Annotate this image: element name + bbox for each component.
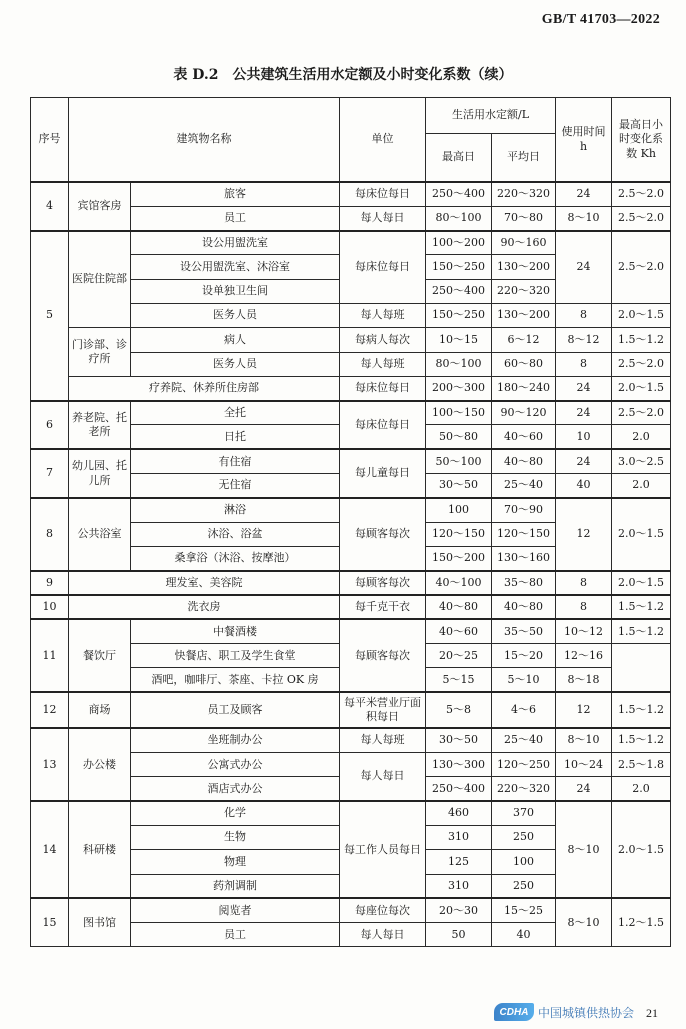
col-max-day: 最高日 (426, 134, 492, 183)
max-cell: 20～25 (426, 644, 492, 668)
building-cell: 养老院、托老所 (69, 401, 131, 450)
kh-cell: 2.0～1.5 (612, 303, 671, 327)
table-row (31, 728, 671, 752)
kh-cell: 1.5～1.2 (612, 595, 671, 619)
building-cell: 图书馆 (69, 898, 131, 947)
item-cell: 医务人员 (131, 303, 340, 327)
kh-cell: 2.0～1.5 (612, 571, 671, 595)
hours-cell: 10 (556, 425, 612, 449)
avg-cell: 120～150 (492, 522, 556, 546)
max-cell: 250～400 (426, 777, 492, 801)
standard-code: GB/T 41703—2022 (541, 12, 660, 27)
kh-cell: 2.5～2.0 (612, 352, 671, 376)
hours-cell: 12 (556, 692, 612, 728)
col-hours: 使用时间 h (556, 98, 612, 183)
avg-cell: 220～320 (492, 777, 556, 801)
kh-cell: 2.5～2.0 (612, 206, 671, 230)
hours-cell: 24 (556, 401, 612, 425)
avg-cell: 15～25 (492, 898, 556, 922)
building-cell: 幼儿园、托儿所 (69, 449, 131, 498)
avg-cell: 130～200 (492, 255, 556, 279)
max-cell: 100～150 (426, 401, 492, 425)
max-cell: 100 (426, 498, 492, 522)
item-cell: 员工 (131, 206, 340, 230)
item-cell: 酒店式办公 (131, 777, 340, 801)
building-cell: 疗养院、休养所住房部 (69, 376, 340, 400)
seq-cell: 14 (31, 801, 69, 898)
avg-cell: 40～60 (492, 425, 556, 449)
unit-cell: 每床位每日 (340, 401, 426, 450)
hours-cell: 8 (556, 352, 612, 376)
watermark (494, 1003, 634, 1021)
water-quota-table (30, 97, 671, 947)
seq-cell: 8 (31, 498, 69, 571)
unit-cell: 每床位每日 (340, 376, 426, 400)
building-cell: 餐饮厅 (69, 619, 131, 692)
unit-cell: 每座位每次 (340, 898, 426, 922)
unit-cell: 每千克干衣 (340, 595, 426, 619)
building-cell: 公共浴室 (69, 498, 131, 571)
max-cell: 5～8 (426, 692, 492, 728)
item-cell: 物理 (131, 850, 340, 874)
watermark-text: 中国城镇供热协会 (538, 1005, 635, 1020)
hours-cell: 8～10 (556, 801, 612, 898)
avg-cell: 35～80 (492, 571, 556, 595)
item-cell: 日托 (131, 425, 340, 449)
item-cell: 医务人员 (131, 352, 340, 376)
kh-cell: 1.2～1.5 (612, 898, 671, 947)
kh-cell: 1.5～1.2 (612, 619, 671, 643)
table-row (31, 595, 671, 619)
max-cell: 250～400 (426, 279, 492, 303)
max-cell: 80～100 (426, 352, 492, 376)
kh-cell: 2.0～1.5 (612, 376, 671, 400)
unit-cell: 每人每日 (340, 753, 426, 802)
max-cell: 150～250 (426, 303, 492, 327)
avg-cell: 60～80 (492, 352, 556, 376)
max-cell: 310 (426, 825, 492, 849)
hours-cell: 8～10 (556, 206, 612, 230)
hours-cell: 12 (556, 498, 612, 571)
max-cell: 200～300 (426, 376, 492, 400)
kh-cell: 1.5～1.2 (612, 728, 671, 752)
avg-cell: 35～50 (492, 619, 556, 643)
building-cell: 理发室、美容院 (69, 571, 340, 595)
unit-cell: 每儿童每日 (340, 449, 426, 498)
seq-cell: 15 (31, 898, 69, 947)
max-cell: 50～100 (426, 449, 492, 473)
col-name: 建筑物名称 (69, 98, 340, 183)
building-cell: 宾馆客房 (69, 182, 131, 231)
avg-cell: 90～160 (492, 231, 556, 255)
item-cell: 旅客 (131, 182, 340, 206)
table-row (31, 498, 671, 522)
seq-cell: 4 (31, 182, 69, 231)
kh-cell: 2.5～2.0 (612, 401, 671, 425)
unit-cell: 每工作人员每日 (340, 801, 426, 898)
max-cell: 130～300 (426, 753, 492, 777)
unit-cell: 每顾客每次 (340, 619, 426, 692)
avg-cell: 100 (492, 850, 556, 874)
building-cell: 医院住院部 (69, 231, 131, 328)
table-row (31, 231, 671, 255)
unit-cell: 每人每日 (340, 923, 426, 947)
item-cell: 病人 (131, 328, 340, 352)
seq-cell: 7 (31, 449, 69, 498)
item-cell: 淋浴 (131, 498, 340, 522)
item-cell: 药剂调制 (131, 874, 340, 898)
max-cell: 80～100 (426, 206, 492, 230)
seq-cell: 11 (31, 619, 69, 692)
hours-cell: 8～10 (556, 898, 612, 947)
hours-cell: 12～16 (556, 644, 612, 668)
seq-cell: 13 (31, 728, 69, 801)
col-kh: 最高日小时变化系数 Kh (612, 98, 671, 183)
item-cell: 全托 (131, 401, 340, 425)
hours-cell: 8 (556, 595, 612, 619)
hours-cell: 24 (556, 777, 612, 801)
kh-cell: 2.5～1.8 (612, 753, 671, 777)
col-seq: 序号 (31, 98, 69, 183)
kh-cell: 1.5～1.2 (612, 692, 671, 728)
avg-cell: 40 (492, 923, 556, 947)
item-cell: 无住宿 (131, 474, 340, 498)
hours-cell: 8 (556, 571, 612, 595)
max-cell: 5～15 (426, 668, 492, 692)
avg-cell: 4～6 (492, 692, 556, 728)
avg-cell: 90～120 (492, 401, 556, 425)
hours-cell: 8 (556, 303, 612, 327)
building-cell: 办公楼 (69, 728, 131, 801)
hours-cell: 24 (556, 376, 612, 400)
table-header (31, 98, 671, 183)
avg-cell: 25～40 (492, 728, 556, 752)
item-cell: 坐班制办公 (131, 728, 340, 752)
item-cell: 员工 (131, 923, 340, 947)
building-cell: 科研楼 (69, 801, 131, 898)
unit-cell: 每人每班 (340, 352, 426, 376)
avg-cell: 15～20 (492, 644, 556, 668)
hours-cell: 40 (556, 474, 612, 498)
kh-cell (612, 644, 671, 693)
item-cell: 沐浴、浴盆 (131, 522, 340, 546)
avg-cell: 40～80 (492, 449, 556, 473)
kh-cell: 2.5～2.0 (612, 182, 671, 206)
max-cell: 40～80 (426, 595, 492, 619)
max-cell: 150～250 (426, 255, 492, 279)
association-logo-icon: CDHA (494, 1003, 534, 1021)
avg-cell: 370 (492, 801, 556, 825)
col-quota: 生活用水定额/L (426, 98, 556, 134)
max-cell: 310 (426, 874, 492, 898)
table-row (31, 692, 671, 728)
kh-cell: 1.5～1.2 (612, 328, 671, 352)
max-cell: 50 (426, 923, 492, 947)
avg-cell: 120～250 (492, 753, 556, 777)
item-cell: 设公用盥洗室、沐浴室 (131, 255, 340, 279)
hours-cell: 8～12 (556, 328, 612, 352)
table-row (31, 376, 671, 400)
building-cell: 门诊部、诊疗所 (69, 328, 131, 377)
kh-cell: 3.0～2.5 (612, 449, 671, 473)
building-cell: 洗衣房 (69, 595, 340, 619)
unit-cell: 每人每班 (340, 728, 426, 752)
table-row (31, 801, 671, 825)
max-cell: 150～200 (426, 546, 492, 570)
table-title: 表 D.2 公共建筑生活用水定额及小时变化系数（续） (173, 67, 513, 83)
col-avg-day: 平均日 (492, 134, 556, 183)
item-cell: 生物 (131, 825, 340, 849)
avg-cell: 6～12 (492, 328, 556, 352)
max-cell: 40～100 (426, 571, 492, 595)
seq-cell: 6 (31, 401, 69, 450)
unit-cell: 每床位每日 (340, 182, 426, 206)
avg-cell: 130～160 (492, 546, 556, 570)
hours-cell: 24 (556, 231, 612, 304)
item-cell: 桑拿浴（沐浴、按摩池） (131, 546, 340, 570)
table-row (31, 401, 671, 425)
max-cell: 460 (426, 801, 492, 825)
max-cell: 20～30 (426, 898, 492, 922)
max-cell: 120～150 (426, 522, 492, 546)
item-cell: 设公用盥洗室 (131, 231, 340, 255)
table-row (31, 449, 671, 473)
col-unit: 单位 (340, 98, 426, 183)
table-row (31, 182, 671, 206)
avg-cell: 250 (492, 825, 556, 849)
avg-cell: 250 (492, 874, 556, 898)
item-cell: 酒吧，咖啡厅、茶座、卡拉 OK 房 (131, 668, 340, 692)
table-row (31, 619, 671, 643)
unit-cell: 每平米营业厅面积每日 (340, 692, 426, 728)
item-cell: 化学 (131, 801, 340, 825)
item-cell: 快餐店、职工及学生食堂 (131, 644, 340, 668)
item-cell: 公寓式办公 (131, 753, 340, 777)
hours-cell: 10～12 (556, 619, 612, 643)
max-cell: 30～50 (426, 474, 492, 498)
item-cell: 中餐酒楼 (131, 619, 340, 643)
kh-cell: 2.0～1.5 (612, 801, 671, 898)
avg-cell: 25～40 (492, 474, 556, 498)
item-cell: 员工及顾客 (131, 692, 340, 728)
avg-cell: 5～10 (492, 668, 556, 692)
hours-cell: 8～18 (556, 668, 612, 692)
unit-cell: 每人每班 (340, 303, 426, 327)
max-cell: 30～50 (426, 728, 492, 752)
table-row (31, 898, 671, 922)
hours-cell: 24 (556, 182, 612, 206)
avg-cell: 220～320 (492, 182, 556, 206)
kh-cell: 2.0 (612, 777, 671, 801)
item-cell: 有住宿 (131, 449, 340, 473)
max-cell: 250～400 (426, 182, 492, 206)
hours-cell: 24 (556, 449, 612, 473)
max-cell: 10～15 (426, 328, 492, 352)
avg-cell: 70～80 (492, 206, 556, 230)
max-cell: 40～60 (426, 619, 492, 643)
kh-cell: 2.0 (612, 425, 671, 449)
seq-cell: 10 (31, 595, 69, 619)
seq-cell: 5 (31, 231, 69, 401)
building-cell: 商场 (69, 692, 131, 728)
item-cell: 设单独卫生间 (131, 279, 340, 303)
seq-cell: 12 (31, 692, 69, 728)
avg-cell: 70～90 (492, 498, 556, 522)
unit-cell: 每顾客每次 (340, 571, 426, 595)
table-row (31, 571, 671, 595)
hours-cell: 10～24 (556, 753, 612, 777)
unit-cell: 每床位每日 (340, 231, 426, 304)
seq-cell: 9 (31, 571, 69, 595)
unit-cell: 每顾客每次 (340, 498, 426, 571)
kh-cell: 2.0 (612, 474, 671, 498)
avg-cell: 40～80 (492, 595, 556, 619)
avg-cell: 130～200 (492, 303, 556, 327)
page-number: 21 (646, 1006, 658, 1020)
avg-cell: 220～320 (492, 279, 556, 303)
item-cell: 阅览者 (131, 898, 340, 922)
hours-cell: 8～10 (556, 728, 612, 752)
table-row (31, 328, 671, 352)
avg-cell: 180～240 (492, 376, 556, 400)
unit-cell: 每病人每次 (340, 328, 426, 352)
unit-cell: 每人每日 (340, 206, 426, 230)
max-cell: 125 (426, 850, 492, 874)
max-cell: 50～80 (426, 425, 492, 449)
kh-cell: 2.0～1.5 (612, 498, 671, 571)
kh-cell: 2.5～2.0 (612, 231, 671, 304)
max-cell: 100～200 (426, 231, 492, 255)
